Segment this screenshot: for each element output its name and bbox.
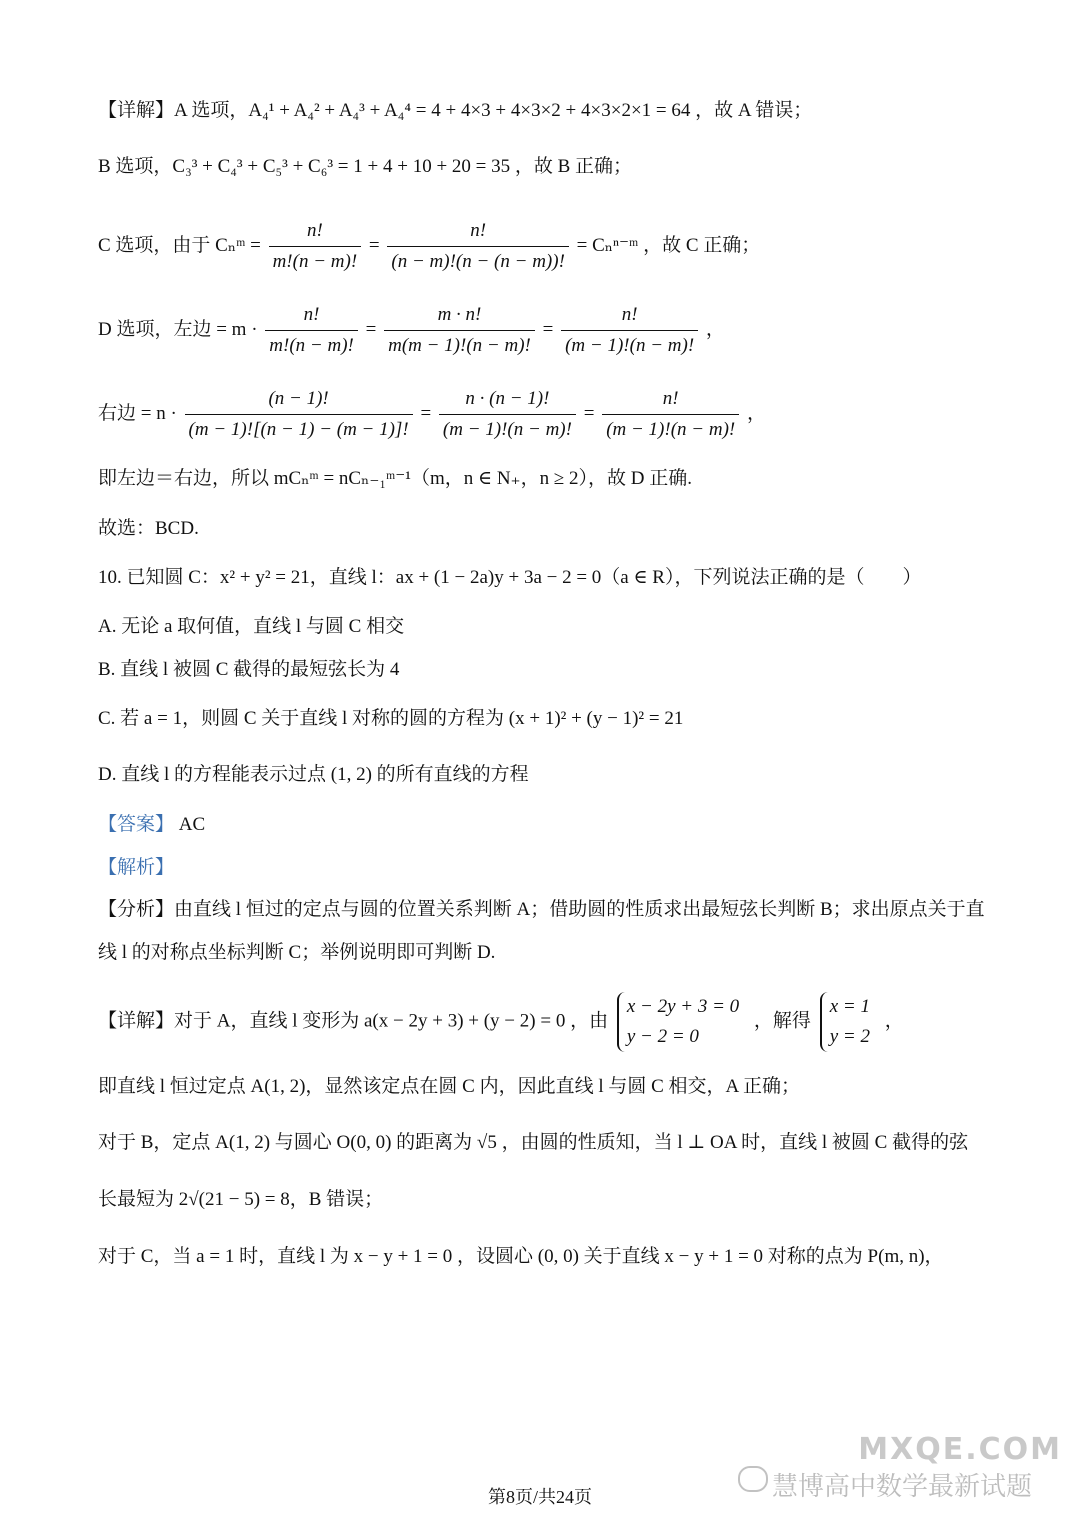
- option-a: A. 无论 a 取何值，直线 l 与圆 C 相交: [98, 616, 405, 637]
- equation-system-2: x = 1 y = 2: [820, 992, 876, 1052]
- analysis-label: 【解析】: [98, 857, 175, 878]
- c-fraction-2: $\frac{n!}{(n - m)!(n - (n - m))!}$: [387, 218, 569, 275]
- fenxi-line-1: 【分析】由直线 l 恒过的定点与圆的位置关系判断 A；借助圆的性质求出最短弦长判断 B；求出原点关于直: [98, 899, 985, 920]
- page-number: 第8页/共24页: [487, 1487, 592, 1507]
- option-b-analysis-1: 对于 B，定点 A(1, 2) 与圆心 O(0, 0) 的距离为 √5 ，由圆的性质知，当 l ⊥ OA 时，直线 l 被圆 C 截得的弦: [98, 1132, 969, 1153]
- watermark-text: 慧博高中数学最新试题: [772, 1472, 1033, 1502]
- fixed-point-line: 即直线 l 恒过定点 A(1, 2)，显然该定点在圆 C 内，因此直线 l 与圆 C 相交，A 正确；: [98, 1076, 800, 1097]
- r-fraction-1: $\frac{(n - 1)!}{(m - 1)![(n - 1) - (m - 1)]!}$: [185, 386, 413, 443]
- answer-label: 【答案】: [98, 814, 175, 835]
- choice-text: 故选：BCD.: [98, 518, 199, 539]
- r-fraction-2: $\frac{n \cdot (n - 1)!}{(m - 1)!(n - m)!}$: [439, 386, 576, 443]
- option-c: C. 若 a = 1，则圆 C 关于直线 l 对称的圆的方程为 (x + 1)² + (y − 1)² = 21: [98, 708, 684, 729]
- detail-option-a: 【详解】A 选项，A₄¹ + A₄² + A₄³ + A₄⁴ = 4 + 4×3 + 4×3×2 + 4×3×2×1 = 64 ，故 A 错误；: [98, 100, 813, 121]
- conclusion: 即左边＝右边，所以 mCₙᵐ = nCₙ₋₁ᵐ⁻¹（m，n ∈ N₊，n ≥ 2），故 D 正确.: [98, 468, 692, 489]
- d-fraction-2: $\frac{m \cdot n!}{m(m - 1)!(n - m)!}$: [384, 302, 535, 359]
- option-b: B. 直线 l 被圆 C 截得的最短弦长为 4: [98, 659, 400, 680]
- d-fraction-3: $\frac{n!}{(m - 1)!(n - m)!}$: [561, 302, 698, 359]
- option-d: D. 直线 l 的方程能表示过点 (1, 2) 的所有直线的方程: [98, 764, 529, 785]
- xiangjie-a: 【详解】对于 A，直线 l 变形为 a(x − 2y + 3) + (y − 2) = 0 ，由 x − 2y + 3 = 0 y − 2 = 0 ，解得 x = 1 y = 2 ，: [98, 992, 904, 1052]
- option-b-analysis-2: 长最短为 2√(21 − 5) = 8，B 错误；: [98, 1189, 384, 1210]
- detail-option-c: C 选项，由于 Cₙᵐ = $\frac{n!}{m!(n - m)!}$ = $\frac{n!}{(n - m)!(n - (n - m))!}$ = Cₙⁿ⁻ᵐ ，故 C 正确；: [98, 218, 760, 275]
- c-suffix: = Cₙⁿ⁻ᵐ ，故 C 正确；: [576, 234, 761, 256]
- detail-option-d-left: D 选项，左边 = m · $\frac{n!}{m!(n - m)!}$ = $\frac{m \cdot n!}{m(m - 1)!(n - m)!}$ = $\frac{n!}{(m - 1)!(n - m)!}$ ，: [98, 302, 725, 359]
- r-fraction-3: $\frac{n!}{(m - 1)!(n - m)!}$: [602, 386, 739, 443]
- answer-row: [98, 812, 205, 838]
- option-c-analysis: 对于 C，当 a = 1 时，直线 l 为 x − y + 1 = 0 ，设圆心 (0, 0) 关于直线 x − y + 1 = 0 对称的点为 P(m, n)，: [98, 1246, 944, 1267]
- detail-option-d-right: 右边 = n · $\frac{(n - 1)!}{(m - 1)![(n - 1) - (m - 1)]!}$ = $\frac{n \cdot (n - 1)!}{(m - 1)!(n - m)!}$ = $\frac{n!}{(m - 1)!(n - m)!}$ ，: [98, 386, 766, 443]
- answer-value: AC: [178, 814, 206, 835]
- question-10-stem: 10. 已知圆 C：x² + y² = 21，直线 l：ax + (1 − 2a)y + 3a − 2 = 0（a ∈ R），下列说法正确的是（ ）: [98, 567, 922, 588]
- fenxi-line-2: 线 l 的对称点坐标判断 C；举例说明即可判断 D.: [98, 942, 496, 963]
- c-prefix: C 选项，由于 Cₙᵐ =: [98, 234, 261, 256]
- d-fraction-1: $\frac{n!}{m!(n - m)!}$: [265, 302, 358, 359]
- equation-system-1: x − 2y + 3 = 0 y − 2 = 0: [617, 992, 745, 1052]
- watermark-logo: MXQE.COM: [858, 1432, 1062, 1467]
- c-fraction-1: $\frac{n!}{m!(n - m)!}$: [269, 218, 362, 275]
- detail-option-b: B 选项，C₃³ + C₄³ + C₅³ + C₆³ = 1 + 4 + 10 + 20 = 35 ，故 B 正确；: [98, 156, 633, 177]
